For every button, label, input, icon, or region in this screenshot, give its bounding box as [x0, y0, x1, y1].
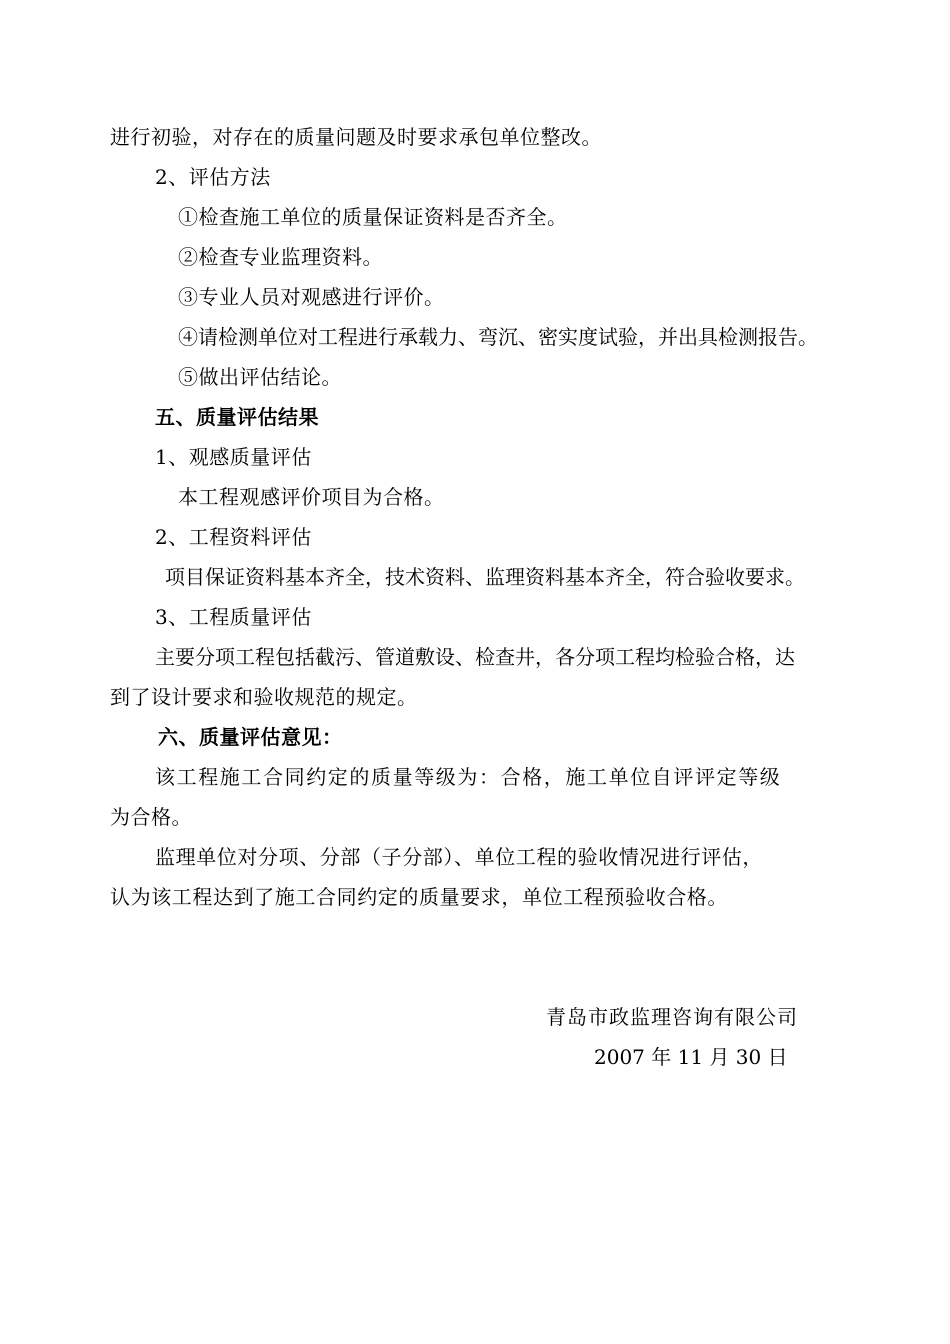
paragraph-quality-line-2: 到了设计要求和验收规范的规定。 — [110, 685, 418, 709]
subheading-engineering-quality: 3、工程质量评估 — [155, 605, 312, 629]
paragraph-opinion-1-line-1: 该工程施工合同约定的质量等级为：合格，施工单位自评评定等级 — [155, 765, 782, 789]
list-item-method-1: ①检查施工单位的质量保证资料是否齐全。 — [178, 205, 568, 229]
signature-company: 青岛市政监理咨询有限公司 — [546, 1005, 798, 1029]
paragraph-appearance-result: 本工程观感评价项目为合格。 — [178, 485, 445, 509]
paragraph-quality-line-1: 主要分项工程包括截污、管道敷设、检查井，各分项工程均检验合格，达 — [155, 645, 795, 669]
signature-date: 2007 年 11 月 30 日 — [594, 1045, 788, 1069]
paragraph-opinion-2-line-1: 监理单位对分项、分部（子分部）、单位工程的验收情况进行评估， — [155, 845, 763, 869]
paragraph-opinion-2-line-2: 认为该工程达到了施工合同约定的质量要求，单位工程预验收合格。 — [110, 885, 728, 909]
subheading-appearance-quality: 1、观感质量评估 — [155, 445, 312, 469]
list-item-method-5: ⑤做出评估结论。 — [178, 365, 342, 389]
subheading-evaluation-method: 2、评估方法 — [155, 165, 271, 189]
section-heading-5: 五、质量评估结果 — [155, 405, 319, 429]
subheading-document-evaluation: 2、工程资料评估 — [155, 525, 312, 549]
paragraph-acceptance-note: 进行初验，对存在的质量问题及时要求承包单位整改。 — [110, 125, 602, 149]
paragraph-document-result: 项目保证资料基本齐全，技术资料、监理资料基本齐全，符合验收要求。 — [165, 565, 805, 589]
section-heading-6: 六、质量评估意见： — [158, 725, 343, 749]
list-item-method-4: ④请检测单位对工程进行承载力、弯沉、密实度试验，并出具检测报告。 — [178, 325, 818, 349]
list-item-method-3: ③专业人员对观感进行评价。 — [178, 285, 445, 309]
list-item-method-2: ②检查专业监理资料。 — [178, 245, 383, 269]
paragraph-opinion-1-line-2: 为合格。 — [110, 805, 192, 829]
